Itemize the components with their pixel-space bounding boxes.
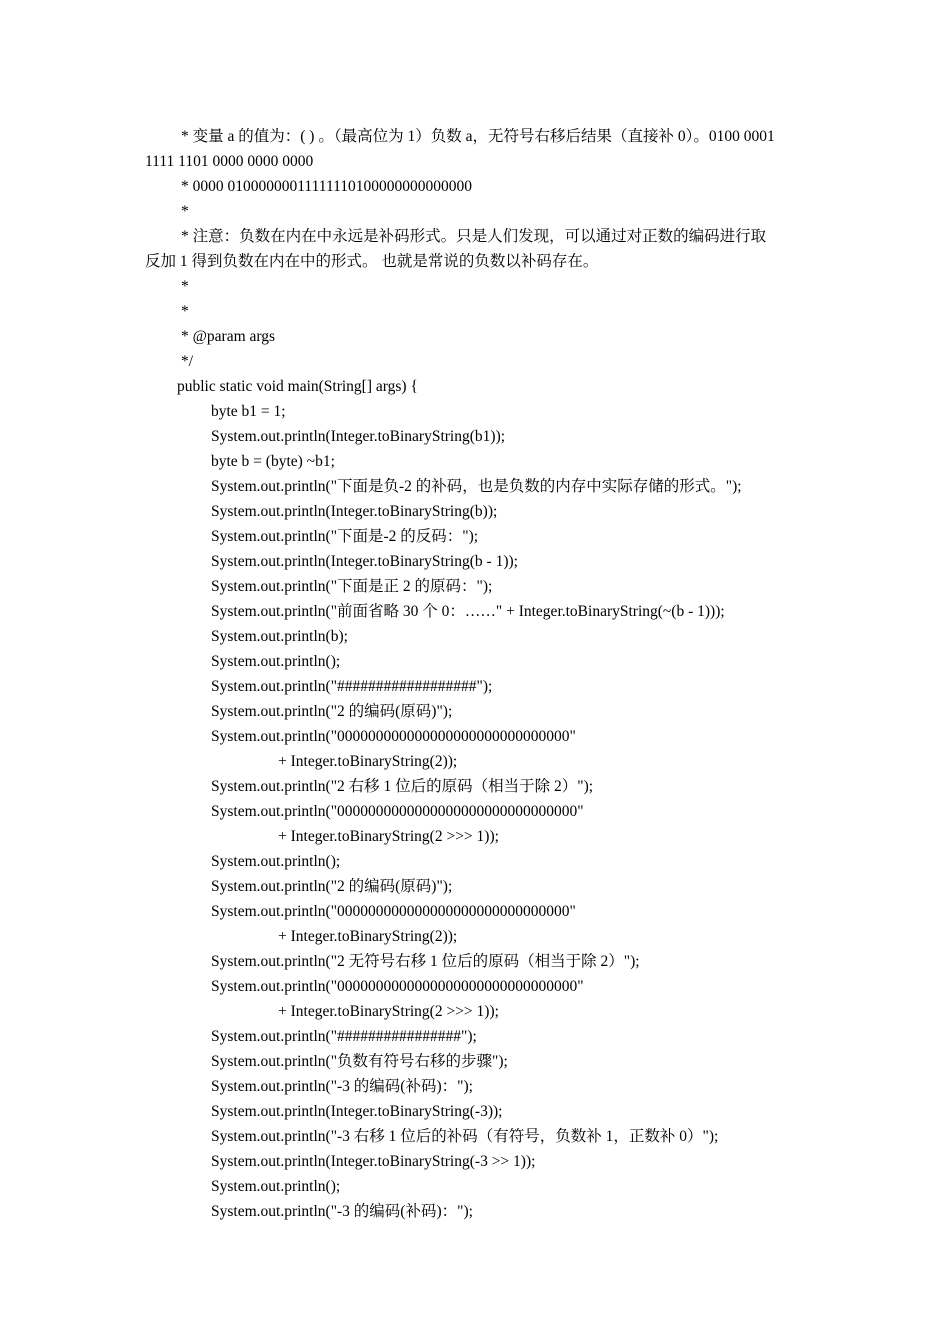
code-line: System.out.println("-3 右移 1 位后的补码（有符号，负数补 1，正数补 0）"); bbox=[211, 1128, 719, 1145]
code-line: System.out.println("下面是正 2 的原码："); bbox=[211, 578, 493, 595]
comment-line-wrap: 反加 1 得到负数在内在中的形式。 也就是常说的负数以补码存在。 bbox=[145, 253, 599, 270]
code-line: System.out.println("2 无符号右移 1 位后的原码（相当于除 2）"); bbox=[211, 953, 640, 970]
code-line: System.out.println("000000000000000000000000000000" bbox=[211, 903, 576, 920]
code-line: System.out.println(Integer.toBinaryString(b - 1)); bbox=[211, 553, 518, 570]
code-line: System.out.println("##################"); bbox=[211, 678, 493, 695]
comment-line-wrap: 1111 1101 0000 0000 0000 bbox=[145, 153, 314, 170]
code-line: System.out.println("################"); bbox=[211, 1028, 477, 1045]
comment-line: * bbox=[181, 278, 189, 295]
comment-line: * bbox=[181, 203, 189, 220]
method-signature: public static void main(String[] args) { bbox=[177, 378, 418, 395]
comment-line: * @param args bbox=[181, 328, 276, 345]
code-line: byte b = (byte) ~b1; bbox=[211, 453, 335, 470]
code-continuation: + Integer.toBinaryString(2 >>> 1)); bbox=[278, 828, 499, 845]
code-line: System.out.println(Integer.toBinaryString(b1)); bbox=[211, 428, 506, 445]
code-line: System.out.println("负数有符号右移的步骤"); bbox=[211, 1053, 508, 1070]
code-line: System.out.println("2 的编码(原码)"); bbox=[211, 703, 453, 720]
code-continuation: + Integer.toBinaryString(2)); bbox=[278, 753, 458, 770]
code-line: System.out.println(); bbox=[211, 653, 341, 670]
comment-line: * 注意：负数在内在中永远是补码形式。只是人们发现，可以通过对正数的编码进行取 bbox=[181, 228, 767, 245]
code-line: System.out.println(Integer.toBinaryString(b)); bbox=[211, 503, 498, 520]
code-line: System.out.println("2 右移 1 位后的原码（相当于除 2）"); bbox=[211, 778, 594, 795]
code-line: System.out.println(Integer.toBinaryString(-3)); bbox=[211, 1103, 503, 1120]
code-line: System.out.println("-3 的编码(补码)："); bbox=[211, 1203, 473, 1220]
comment-end: */ bbox=[181, 353, 194, 370]
code-continuation: + Integer.toBinaryString(2)); bbox=[278, 928, 458, 945]
code-line: System.out.println("0000000000000000000000000000000" bbox=[211, 803, 584, 820]
comment-line: * 0000 01000000011111110100000000000000 bbox=[181, 178, 473, 195]
code-line: System.out.println("2 的编码(原码)"); bbox=[211, 878, 453, 895]
comment-line: * 变量 a 的值为：( ) 。（最高位为 1）负数 a，无符号右移后结果（直接补 0）。0100 0001 bbox=[181, 128, 775, 145]
code-line: System.out.println(Integer.toBinaryString(-3 >> 1)); bbox=[211, 1153, 536, 1170]
code-line: System.out.println("下面是-2 的反码："); bbox=[211, 528, 479, 545]
code-line: System.out.println("下面是负-2 的补码，也是负数的内存中实际存储的形式。"); bbox=[211, 478, 742, 495]
code-continuation: + Integer.toBinaryString(2 >>> 1)); bbox=[278, 1003, 499, 1020]
code-line: System.out.println("-3 的编码(补码)："); bbox=[211, 1078, 473, 1095]
code-line: System.out.println(b); bbox=[211, 628, 348, 645]
code-line: System.out.println("前面省略 30 个 0：……" + Integer.toBinaryString(~(b - 1))); bbox=[211, 603, 725, 620]
code-line: System.out.println(); bbox=[211, 1178, 341, 1195]
comment-line: * bbox=[181, 303, 189, 320]
code-line: System.out.println("000000000000000000000000000000" bbox=[211, 728, 576, 745]
code-line: System.out.println(); bbox=[211, 853, 341, 870]
code-line: byte b1 = 1; bbox=[211, 403, 286, 420]
code-line: System.out.println("0000000000000000000000000000000" bbox=[211, 978, 584, 995]
